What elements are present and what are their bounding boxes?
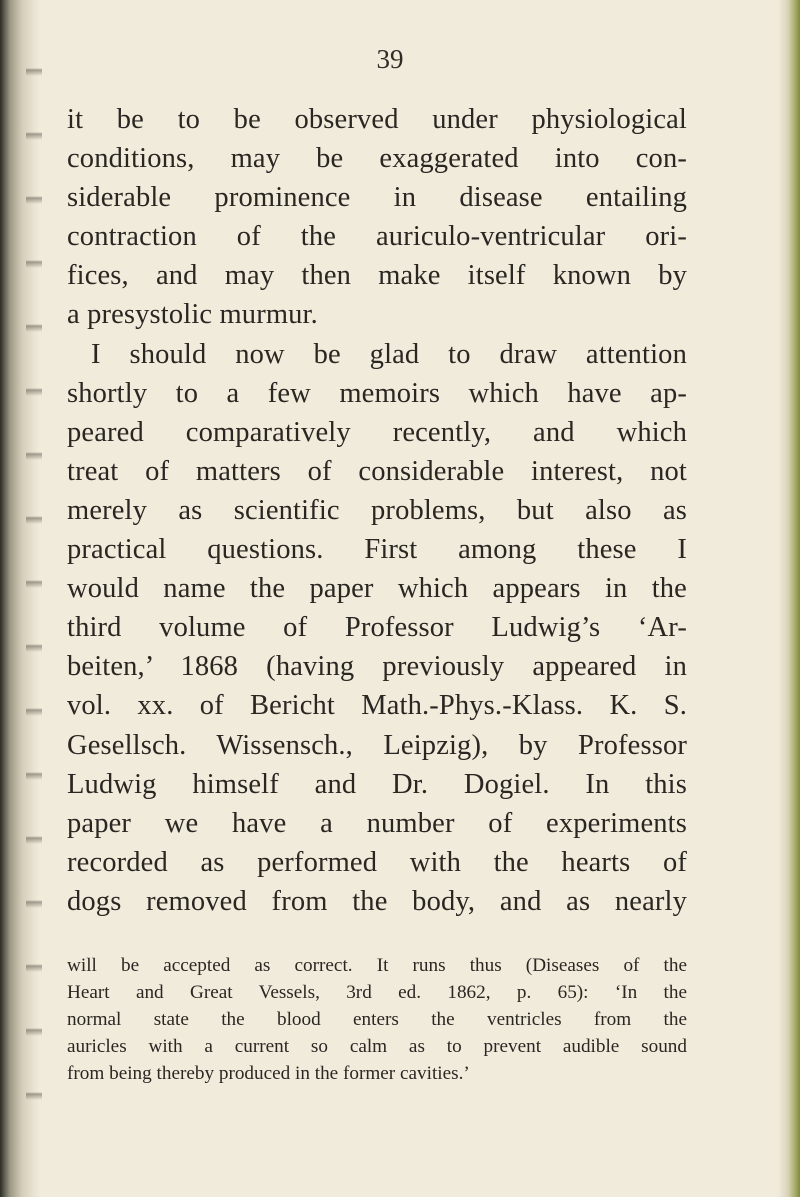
body-line: peared comparatively recently, and which: [67, 416, 687, 448]
body-line: conditions, may be exaggerated into con-: [67, 143, 687, 175]
body-line: third volume of Professor Ludwig’s ‘Ar-: [67, 612, 687, 644]
body-text: [67, 100, 687, 921]
footnote-line: will be accepted as correct. It runs thus (Diseases of the: [67, 955, 687, 976]
body-line: contraction of the auriculo-ventricular ori-: [67, 221, 687, 253]
footnote-line: auricles with a current so calm as to prevent audible sound: [67, 1036, 687, 1057]
body-line: recorded as performed with the hearts of: [67, 846, 687, 878]
page-number: 39: [376, 44, 404, 74]
body-line: I should now be glad to draw attention: [91, 338, 687, 370]
body-line: siderable prominence in disease entailing: [67, 182, 687, 214]
body-line: fices, and may then make itself known by: [67, 260, 687, 292]
body-line: would name the paper which appears in the: [67, 573, 687, 605]
body-line: a presystolic murmur.: [67, 299, 318, 331]
body-line: merely as scientific problems, but also as: [67, 494, 687, 526]
body-line: dogs removed from the body, and as nearly: [67, 885, 687, 917]
body-line: beiten,’ 1868 (having previously appeared in: [67, 651, 687, 683]
body-line: vol. xx. of Bericht Math.-Phys.-Klass. K. S.: [67, 690, 687, 722]
footnote-line: Heart and Great Vessels, 3rd ed. 1862, p. 65): ‘In the: [67, 982, 687, 1003]
footnote: [67, 952, 687, 1087]
page-edge-right: [778, 0, 800, 1197]
body-line: treat of matters of considerable interest, not: [67, 455, 687, 487]
body-line: practical questions. First among these I: [67, 534, 687, 566]
body-line: Gesellsch. Wissensch., Leipzig), by Professor: [67, 729, 687, 761]
body-line: it be to be observed under physiological: [67, 104, 687, 135]
footnote-line: from being thereby produced in the former cavities.’: [67, 1063, 470, 1084]
binding-marks: [26, 30, 42, 1150]
body-line: paper we have a number of experiments: [67, 807, 687, 839]
body-line: Ludwig himself and Dr. Dogiel. In this: [67, 768, 687, 800]
body-line: shortly to a few memoirs which have ap-: [67, 377, 687, 409]
footnote-line: normal state the blood enters the ventricles from the: [67, 1009, 687, 1030]
